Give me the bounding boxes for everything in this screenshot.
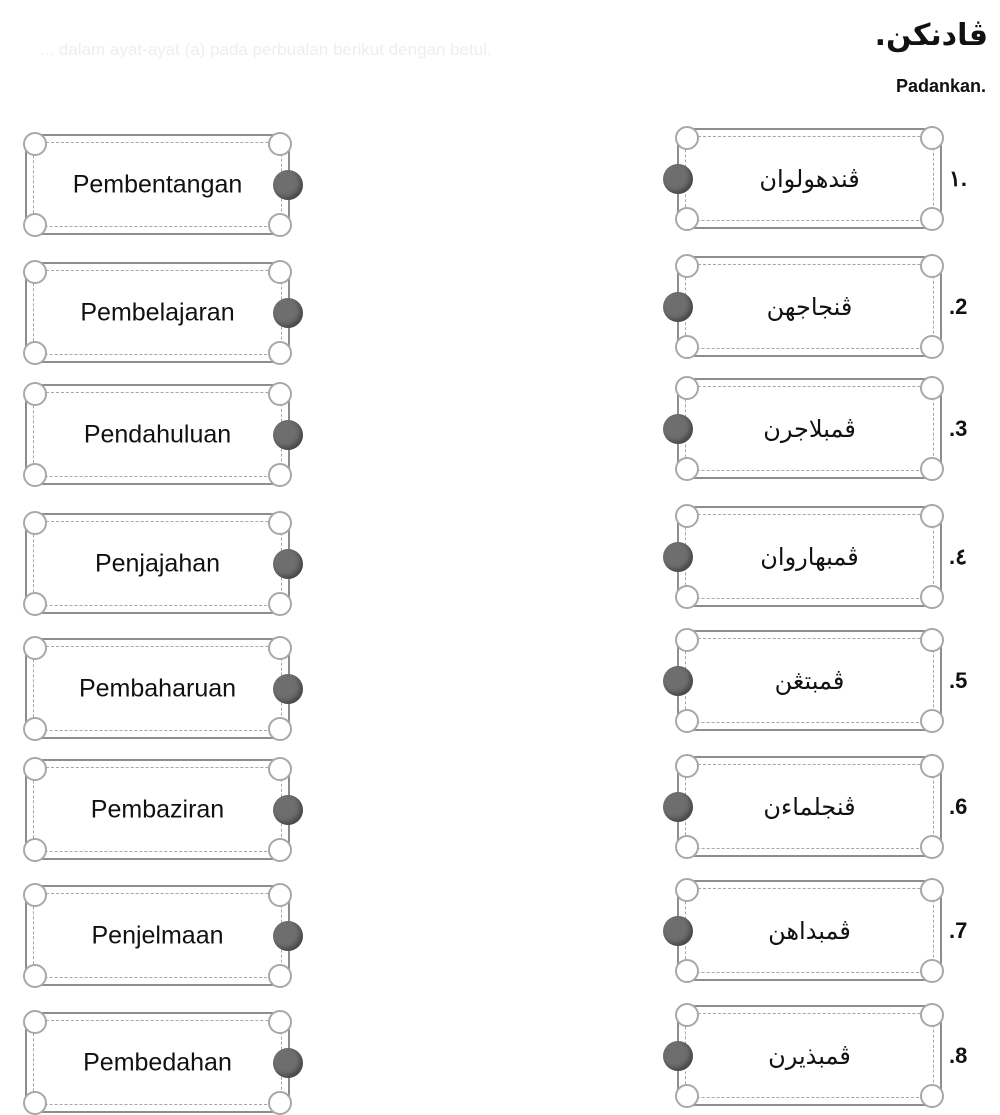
right-card-label: ڤمبذيرن bbox=[768, 1041, 851, 1070]
corner-ornament bbox=[268, 757, 292, 781]
left-card-7 bbox=[25, 885, 290, 986]
left-card-label: Pembaharuan bbox=[78, 674, 237, 702]
right-card-5 bbox=[677, 630, 942, 731]
connector-dot[interactable] bbox=[663, 916, 693, 946]
corner-ornament bbox=[268, 213, 292, 237]
left-card-label: Penjajahan bbox=[94, 549, 221, 577]
left-card-6 bbox=[25, 759, 290, 860]
connector-dot[interactable] bbox=[663, 164, 693, 194]
right-card-2 bbox=[677, 256, 942, 357]
title-jawi: ڤادنكن. bbox=[874, 18, 988, 53]
left-card-label: Penjelmaan bbox=[91, 921, 224, 949]
corner-ornament bbox=[920, 628, 944, 652]
corner-ornament bbox=[23, 717, 47, 741]
corner-ornament bbox=[268, 511, 292, 535]
question-number-5: .5 bbox=[949, 668, 968, 693]
corner-ornament bbox=[920, 126, 944, 150]
connector-dot[interactable] bbox=[663, 792, 693, 822]
question-number-4: .٤ bbox=[949, 544, 967, 569]
connector-dot[interactable] bbox=[663, 292, 693, 322]
right-card-8 bbox=[677, 1005, 942, 1106]
corner-ornament bbox=[675, 457, 699, 481]
right-card-label: ڤمبهاروان bbox=[760, 542, 859, 571]
left-card-8 bbox=[25, 1012, 290, 1113]
corner-ornament bbox=[23, 132, 47, 156]
left-card-2 bbox=[25, 262, 290, 363]
corner-ornament bbox=[268, 132, 292, 156]
connector-dot[interactable] bbox=[273, 170, 303, 200]
left-card-4 bbox=[25, 513, 290, 614]
corner-ornament bbox=[675, 335, 699, 359]
left-card-label: Pembaziran bbox=[90, 795, 225, 823]
corner-ornament bbox=[920, 709, 944, 733]
corner-ornament bbox=[675, 126, 699, 150]
corner-ornament bbox=[675, 585, 699, 609]
connector-dot[interactable] bbox=[273, 420, 303, 450]
question-number-3: .3 bbox=[949, 416, 968, 441]
corner-ornament bbox=[268, 1010, 292, 1034]
question-number-1: ١. bbox=[949, 166, 967, 191]
corner-ornament bbox=[675, 959, 699, 983]
corner-ornament bbox=[920, 585, 944, 609]
corner-ornament bbox=[920, 254, 944, 278]
corner-ornament bbox=[23, 964, 47, 988]
connector-dot[interactable] bbox=[273, 1048, 303, 1078]
question-number-7: .7 bbox=[949, 918, 968, 943]
left-card-1 bbox=[25, 134, 290, 235]
corner-ornament bbox=[675, 376, 699, 400]
left-card-label: Pembelajaran bbox=[80, 298, 235, 326]
title-latin: Padankan. bbox=[895, 76, 986, 96]
corner-ornament bbox=[23, 838, 47, 862]
corner-ornament bbox=[23, 1091, 47, 1115]
corner-ornament bbox=[268, 838, 292, 862]
corner-ornament bbox=[23, 213, 47, 237]
connector-dot[interactable] bbox=[663, 542, 693, 572]
corner-ornament bbox=[675, 254, 699, 278]
connector-dot[interactable] bbox=[663, 1041, 693, 1071]
right-card-6 bbox=[677, 756, 942, 857]
corner-ornament bbox=[23, 382, 47, 406]
corner-ornament bbox=[268, 717, 292, 741]
right-card-label: ڤمبتڠن bbox=[774, 666, 845, 695]
right-card-label: ڤمبداهن bbox=[768, 916, 851, 945]
corner-ornament bbox=[23, 341, 47, 365]
connector-dot[interactable] bbox=[663, 666, 693, 696]
corner-ornament bbox=[920, 878, 944, 902]
corner-ornament bbox=[23, 511, 47, 535]
connector-dot[interactable] bbox=[273, 298, 303, 328]
corner-ornament bbox=[268, 1091, 292, 1115]
corner-ornament bbox=[23, 636, 47, 660]
corner-ornament bbox=[675, 207, 699, 231]
corner-ornament bbox=[920, 754, 944, 778]
corner-ornament bbox=[675, 754, 699, 778]
corner-ornament bbox=[920, 1084, 944, 1108]
corner-ornament bbox=[268, 382, 292, 406]
corner-ornament bbox=[268, 592, 292, 616]
question-number-8: .8 bbox=[949, 1043, 968, 1068]
right-card-label: ڤمبلاجرن bbox=[763, 414, 856, 443]
corner-ornament bbox=[268, 964, 292, 988]
corner-ornament bbox=[23, 1010, 47, 1034]
left-card-label: Pembentangan bbox=[72, 170, 243, 198]
left-card-5 bbox=[25, 638, 290, 739]
corner-ornament bbox=[920, 457, 944, 481]
right-card-label: ڤنجاجهن bbox=[766, 292, 853, 321]
corner-ornament bbox=[268, 341, 292, 365]
connector-dot[interactable] bbox=[273, 921, 303, 951]
faint-background-instruction: ... dalam ayat-ayat (a) pada perbualan berikut dengan betul. bbox=[40, 40, 492, 59]
question-number-2: .2 bbox=[949, 294, 968, 319]
corner-ornament bbox=[920, 335, 944, 359]
corner-ornament bbox=[920, 207, 944, 231]
right-card-label: ڤنجلماءن bbox=[763, 792, 856, 821]
connector-dot[interactable] bbox=[663, 414, 693, 444]
corner-ornament bbox=[675, 628, 699, 652]
corner-ornament bbox=[268, 636, 292, 660]
left-card-label: Pembedahan bbox=[83, 1048, 232, 1076]
corner-ornament bbox=[268, 260, 292, 284]
corner-ornament bbox=[268, 463, 292, 487]
connector-dot[interactable] bbox=[273, 795, 303, 825]
corner-ornament bbox=[23, 883, 47, 907]
corner-ornament bbox=[23, 592, 47, 616]
corner-ornament bbox=[675, 709, 699, 733]
connector-dot[interactable] bbox=[273, 674, 303, 704]
corner-ornament bbox=[920, 835, 944, 859]
corner-ornament bbox=[23, 757, 47, 781]
left-card-label: Pendahuluan bbox=[83, 420, 232, 448]
corner-ornament bbox=[920, 959, 944, 983]
question-number-6: .6 bbox=[949, 794, 968, 819]
corner-ornament bbox=[920, 376, 944, 400]
corner-ornament bbox=[920, 1003, 944, 1027]
right-card-label: ڤندهولوان bbox=[759, 164, 860, 193]
corner-ornament bbox=[23, 463, 47, 487]
corner-ornament bbox=[675, 504, 699, 528]
corner-ornament bbox=[675, 835, 699, 859]
corner-ornament bbox=[23, 260, 47, 284]
right-card-4 bbox=[677, 506, 942, 607]
right-card-1 bbox=[677, 128, 942, 229]
corner-ornament bbox=[920, 504, 944, 528]
right-card-3 bbox=[677, 378, 942, 479]
corner-ornament bbox=[675, 1084, 699, 1108]
left-card-3 bbox=[25, 384, 290, 485]
corner-ornament bbox=[675, 878, 699, 902]
corner-ornament bbox=[675, 1003, 699, 1027]
right-card-7 bbox=[677, 880, 942, 981]
connector-dot[interactable] bbox=[273, 549, 303, 579]
corner-ornament bbox=[268, 883, 292, 907]
